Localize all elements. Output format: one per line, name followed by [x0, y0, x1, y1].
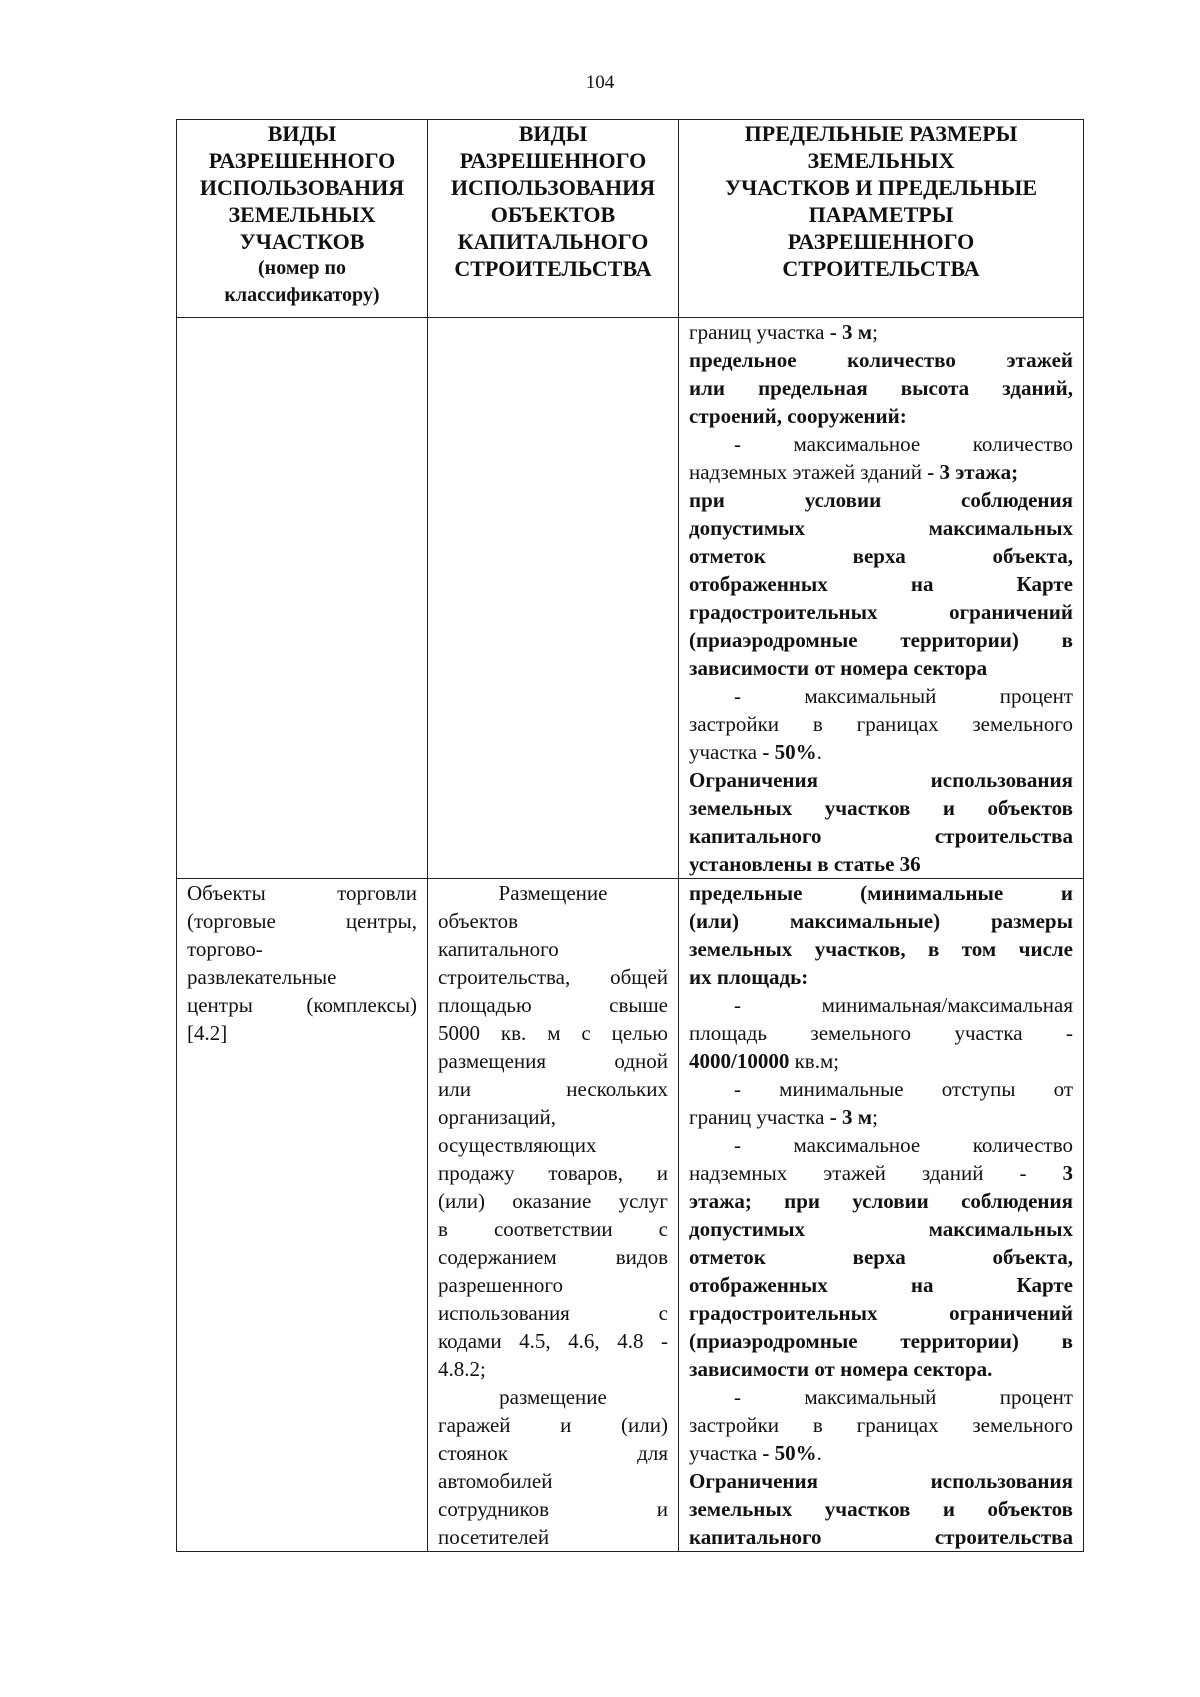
text-line: - минимальные отступы от — [734, 1077, 1073, 1101]
text-line: - максимальное количество — [734, 432, 1073, 456]
text-line: площадь земельного участка - — [689, 1021, 1073, 1045]
text-line: размещения одной — [438, 1049, 668, 1073]
text-line: строительства, общей — [438, 965, 668, 989]
header-land-use-types — [177, 120, 428, 318]
text-line: площадью свыше — [438, 993, 668, 1017]
text-line: участка - 50%. — [689, 740, 822, 764]
text-line: предельное количество этажей — [689, 348, 1073, 372]
text-line: отметок верха объекта, — [689, 544, 1073, 568]
text-line: застройки в границах земельного — [689, 712, 1073, 736]
text-line: допустимых максимальных — [689, 1217, 1073, 1241]
text-line: объектов — [438, 909, 519, 933]
text-line: торгово- — [187, 937, 263, 961]
page-number: 104 — [585, 72, 615, 93]
text-line: границ участка - 3 м; — [689, 320, 878, 344]
table-row — [177, 879, 1084, 1552]
header-text: ВИДЫ — [518, 121, 588, 146]
text-line: допустимых максимальных — [689, 516, 1073, 540]
text-line: земельных участков и объектов — [689, 796, 1073, 820]
text-line: 4000/10000 кв.м; — [689, 1049, 840, 1073]
header-subtext: классификатору) — [224, 284, 380, 306]
text-line: земельных участков, в том числе — [689, 937, 1073, 961]
text-line: застройки в границах земельного — [689, 1413, 1073, 1437]
table-cell-empty — [177, 318, 428, 879]
text-line: отображенных на Карте — [689, 1273, 1073, 1297]
text-line: Размещение — [498, 881, 608, 905]
text-line: (торговые центры, — [187, 909, 417, 933]
header-text: ИСПОЛЬЗОВАНИЯ — [199, 175, 405, 200]
text-line: - минимальная/максимальная — [734, 993, 1073, 1017]
header-text: ЗЕМЕЛЬНЫХ — [228, 202, 376, 227]
table-row — [177, 318, 1084, 879]
text-line: - максимальный процент — [734, 1385, 1073, 1409]
header-text: СТРОИТЕЛЬСТВА — [454, 256, 652, 281]
text-line: центры (комплексы) — [187, 993, 417, 1017]
text-line: зависимости от номера сектора. — [689, 1357, 993, 1381]
text-line: надземных этажей зданий - 3 этажа; — [689, 460, 1019, 484]
text-line: (или) максимальные) размеры — [689, 909, 1073, 933]
text-line: капитального строительства — [689, 1525, 1073, 1549]
header-capital-construction-types — [428, 120, 679, 318]
text-line: сотрудников и — [438, 1497, 668, 1521]
text-line: надземных этажей зданий - 3 — [689, 1161, 1073, 1185]
text-line: - максимальный процент — [734, 684, 1073, 708]
header-text: ПРЕДЕЛЬНЫЕ РАЗМЕРЫ — [744, 121, 1018, 146]
text-line: капитального — [438, 937, 559, 961]
text-line: 4.8.2; — [438, 1357, 486, 1381]
header-subtext: (номер по — [258, 257, 346, 279]
text-line: 5000 кв. м с целью — [438, 1021, 668, 1045]
text-line: капитального строительства — [689, 824, 1073, 848]
header-text: УЧАСТКОВ И ПРЕДЕЛЬНЫЕ — [724, 175, 1038, 200]
text-line: участка - 50%. — [689, 1441, 822, 1465]
table-cell-parameters — [679, 879, 1084, 1552]
text-line: строений, сооружений: — [689, 404, 907, 428]
header-text: ЗЕМЕЛЬНЫХ — [807, 148, 955, 173]
header-limit-parameters — [679, 120, 1084, 318]
text-line: (приаэродромные территории) в — [689, 1329, 1073, 1353]
text-line: посетителей — [438, 1525, 550, 1549]
header-text: СТРОИТЕЛЬСТВА — [782, 256, 980, 281]
text-line: установлены в статье 36 — [689, 852, 921, 876]
header-text: ИСПОЛЬЗОВАНИЯ — [450, 175, 656, 200]
text-line: Ограничения использования — [689, 768, 1073, 792]
text-line: градостроительных ограничений — [689, 600, 1073, 624]
text-line: этажа; при условии соблюдения — [689, 1189, 1073, 1213]
text-line: - максимальное количество — [734, 1133, 1073, 1157]
table-cell-parameters — [679, 318, 1084, 879]
text-line: границ участка - 3 м; — [689, 1105, 878, 1129]
text-line: или нескольких — [438, 1077, 668, 1101]
text-line: зависимости от номера сектора — [689, 656, 988, 680]
text-line: Ограничения использования — [689, 1469, 1073, 1493]
text-line: развлекательные — [187, 965, 337, 989]
text-line: в соответствии с — [438, 1217, 668, 1241]
text-line: земельных участков и объектов — [689, 1497, 1073, 1521]
text-line: предельные (минимальные и — [689, 881, 1073, 905]
text-line: стоянок для — [438, 1441, 668, 1465]
table-cell-land-use — [177, 879, 428, 1552]
classifier-code: [4.2] — [187, 1021, 228, 1045]
text-line: организаций, — [438, 1105, 556, 1129]
text-line: содержанием видов — [438, 1245, 668, 1269]
header-text: КАПИТАЛЬНОГО — [457, 229, 649, 254]
text-line: отображенных на Карте — [689, 572, 1073, 596]
table-cell-empty — [428, 318, 679, 879]
table-cell-capital-construction — [428, 879, 679, 1552]
header-text: ВИДЫ — [267, 121, 337, 146]
text-line: разрешенного — [438, 1273, 563, 1297]
header-text: РАЗРЕШЕННОГО — [208, 148, 396, 173]
header-text: ОБЪЕКТОВ — [490, 202, 616, 227]
text-line: размещение — [499, 1385, 607, 1409]
text-line: отметок верха объекта, — [689, 1245, 1073, 1269]
text-line: использования с — [438, 1301, 668, 1325]
zoning-table — [176, 119, 1084, 1552]
header-text: РАЗРЕШЕННОГО — [787, 229, 975, 254]
header-text: ПАРАМЕТРЫ — [808, 202, 954, 227]
text-line: кодами 4.5, 4.6, 4.8 - — [438, 1329, 668, 1353]
text-line: их площадь: — [689, 965, 809, 989]
text-line: (приаэродромные территории) в — [689, 628, 1073, 652]
header-text: УЧАСТКОВ — [239, 229, 365, 254]
text-line: автомобилей — [438, 1469, 553, 1493]
header-text: РАЗРЕШЕННОГО — [459, 148, 647, 173]
text-line: градостроительных ограничений — [689, 1301, 1073, 1325]
table-header-row — [177, 120, 1084, 318]
text-line: гаражей и (или) — [438, 1413, 668, 1437]
text-line: при условии соблюдения — [689, 488, 1073, 512]
text-line: осуществляющих — [438, 1133, 597, 1157]
text-line: продажу товаров, и — [438, 1161, 668, 1185]
text-line: или предельная высота зданий, — [689, 376, 1073, 400]
text-line: (или) оказание услуг — [438, 1189, 668, 1213]
text-line: Объекты торговли — [187, 881, 417, 905]
